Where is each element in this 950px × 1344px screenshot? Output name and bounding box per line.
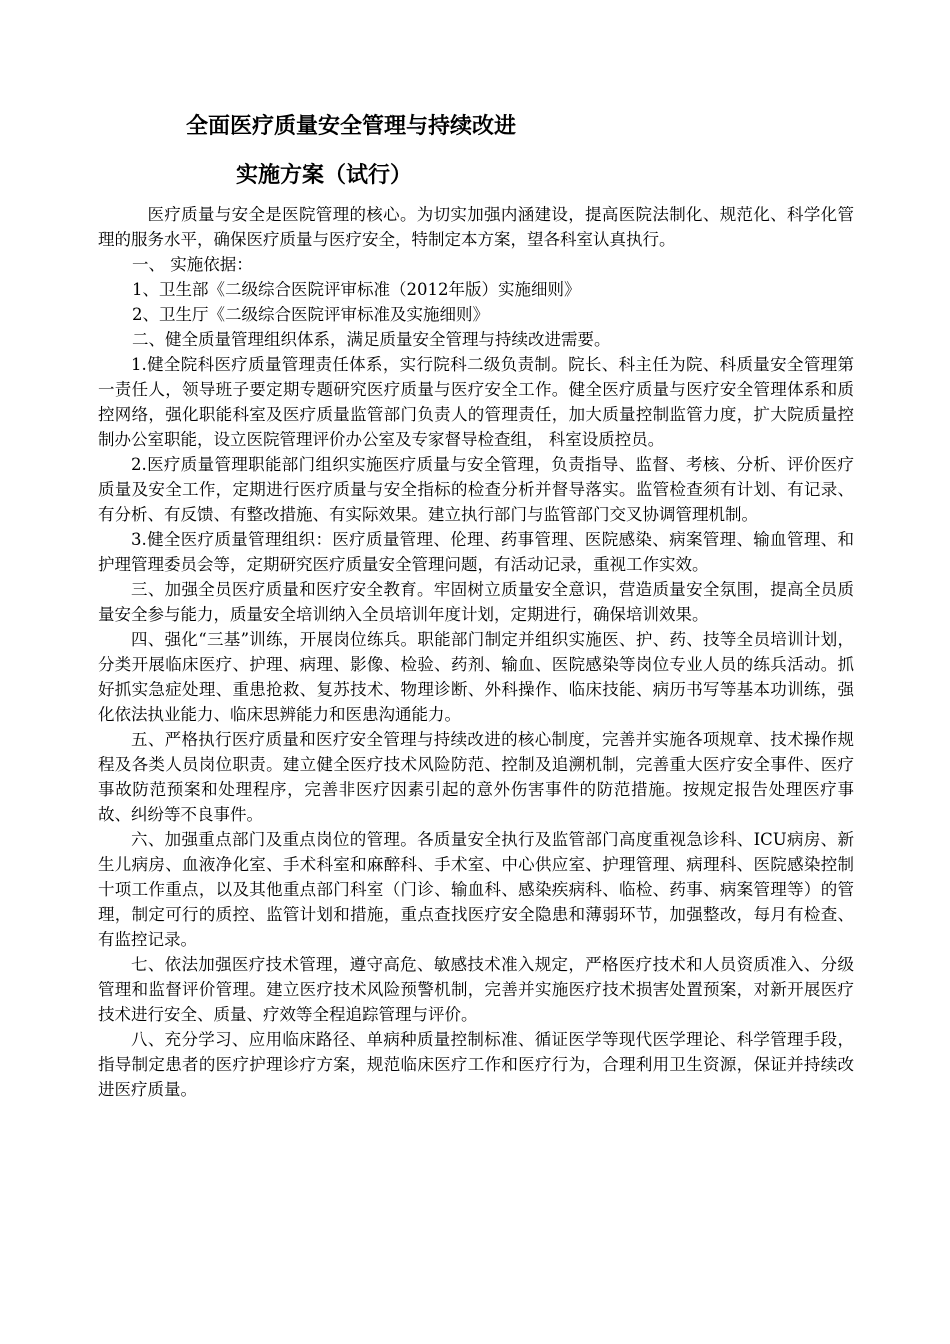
intro-paragraph: 医疗质量与安全是医院管理的核心。为切实加强内涵建设，提高医院法制化、规范化、科学化管理的服务水平，确保医疗质量与医疗安全，特制定本方案，望各科室认真执行。: [98, 205, 854, 249]
section2-heading: 二、健全质量管理组织体系，满足质量安全管理与持续改进需要。: [132, 330, 611, 349]
section2-item-2: 2.医疗质量管理职能部门组织实施医疗质量与安全管理，负责指导、监督、考核、分析、评价医疗质量及安全工作，定期进行医疗质量与安全指标的检查分析并督导落实。监管检查须有计划、有记录、有分析、有反馈、有整改措施、有实际效果。建立执行部门与监管部门交叉协调管理机制。: [98, 455, 854, 524]
section8-paragraph: 八、充分学习、应用临床路径、单病种质量控制标准、循证医学等现代医学理论、科学管理手段，指导制定患者的医疗护理诊疗方案，规范临床医疗工作和医疗行为，合理利用卫生资源，保证并持续改进医疗质量。: [98, 1030, 854, 1099]
section3-paragraph: 三、加强全员医疗质量和医疗安全教育。牢固树立质量安全意识，营造质量安全氛围，提高全员质量安全参与能力，质量安全培训纳入全员培训年度计划，定期进行，确保培训效果。: [98, 580, 854, 624]
section1-heading: 一、 实施依据：: [132, 255, 253, 274]
section5-paragraph: 五、严格执行医疗质量和医疗安全管理与持续改进的核心制度，完善并实施各项规章、技术操作规程及各类人员岗位职责。建立健全医疗技术风险防范、控制及追溯机制，完善重大医疗安全事件、医疗事故防范预案和处理程序，完善非医疗因素引起的意外伤害事件的防范措施。按规定报告处理医疗事故、纠纷等不良事件。: [98, 730, 854, 824]
document-title-line2: 实施方案（试行）: [236, 163, 413, 188]
basis-item-2: 2、卫生厅《二级综合医院评审标准及实施细则》: [132, 305, 489, 324]
document-body: [98, 202, 854, 1102]
section7-paragraph: 七、依法加强医疗技术管理，遵守高危、敏感技术准入规定，严格医疗技术和人员资质准入、分级管理和监督评价管理。建立医疗技术风险预警机制，完善并实施医疗技术损害处置预案，对新开展医疗技术进行安全、质量、疗效等全程追踪管理与评价。: [98, 955, 854, 1024]
section2-item-3: 3.健全医疗质量管理组织：医疗质量管理、伦理、药事管理、医院感染、病案管理、输血管理、和护理管理委员会等，定期研究医疗质量安全管理问题，有活动记录，重视工作实效。: [98, 530, 854, 574]
section4-paragraph: 四、强化“三基”训练，开展岗位练兵。职能部门制定并组织实施医、护、药、技等全员培训计划，分类开展临床医疗、护理、病理、影像、检验、药剂、输血、医院感染等岗位专业人员的练兵活动。抓好抓实急症处理、重患抢救、复苏技术、物理诊断、外科操作、临床技能、病历书写等基本功训练，强化依法执业能力、临床思辨能力和医患沟通能力。: [98, 630, 854, 724]
section6-paragraph: 六、加强重点部门及重点岗位的管理。各质量安全执行及监管部门高度重视急诊科、ICU病房、新生儿病房、血液净化室、手术科室和麻醉科、手术室、中心供应室、护理管理、病理科、医院感染控制十项工作重点，以及其他重点部门科室（门诊、输血科、感染疾病科、临检、药事、病案管理等）的管理，制定可行的质控、监管计划和措施，重点查找医疗安全隐患和薄弱环节，加强整改，每月有检查、有监控记录。: [98, 830, 854, 949]
basis-item-1: 1、卫生部《二级综合医院评审标准（2012年版）实施细则》: [132, 280, 581, 299]
section2-item-1: 1.健全院科医疗质量管理责任体系，实行院科二级负责制。院长、科主任为院、科质量安全管理第一责任人，领导班子要定期专题研究医疗质量与医疗安全工作。健全医疗质量与医疗安全管理体系和质控网络，强化职能科室及医疗质量监管部门负责人的管理责任，加大质量控制监管力度，扩大院质量控制办公室职能，设立医院管理评价办公室及专家督导检查组， 科室设质控员。: [98, 355, 854, 449]
document-title-line1: 全面医疗质量安全管理与持续改进: [186, 114, 517, 139]
